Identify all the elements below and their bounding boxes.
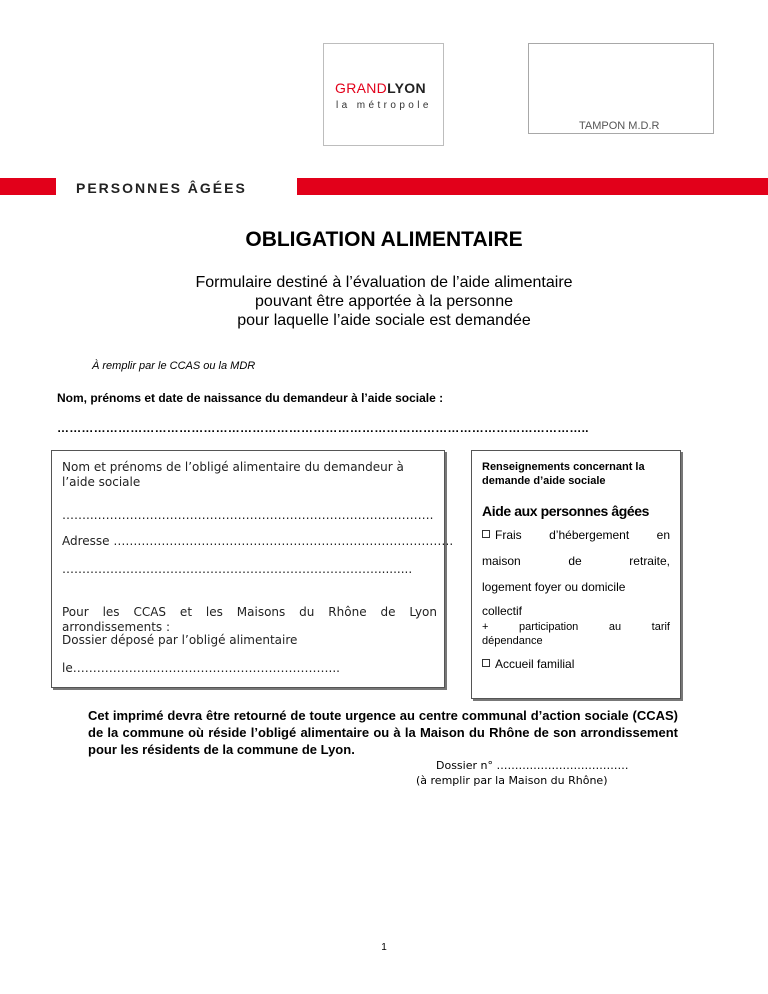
dossier-number-field[interactable]: Dossier n° ……………………………… bbox=[436, 759, 629, 772]
logo-tagline: la métropole bbox=[336, 100, 432, 111]
obliged-field[interactable]: ……..…………………………………………………………………………. bbox=[62, 508, 434, 522]
option-hebergement-line: logement foyer ou domicile bbox=[482, 580, 626, 594]
logo-wordmark: GRANDLYON bbox=[335, 80, 426, 96]
address-row bbox=[62, 534, 453, 548]
option-participation: + participation au tarif bbox=[482, 621, 670, 633]
section-title: PERSONNES ÂGÉES bbox=[76, 180, 247, 196]
page-number: 1 bbox=[381, 942, 387, 953]
obliged-info-box bbox=[51, 450, 454, 688]
checkbox-icon[interactable] bbox=[482, 530, 490, 538]
aide-title: Aide aux personnes âgées bbox=[482, 503, 650, 519]
option-hebergement-line: maison de retraite, bbox=[482, 554, 670, 568]
document-title: OBLIGATION ALIMENTAIRE bbox=[245, 228, 523, 251]
applicant-label: Nom, prénoms et date de naissance du demandeur à l’aide sociale : bbox=[57, 391, 444, 405]
address-field[interactable]: …………………………………………………………………………. bbox=[113, 534, 454, 548]
return-instructions: Cet imprimé devra être retourné de toute urgence au centre communal d’action sociale (CCAS) de la commune où réside l’obligé alimentaire ou à la Maison du Rhône de son arrondissement pour les résidents de la commune de Lyon. bbox=[88, 708, 678, 757]
ccas-note: Pour les CCAS et les Maisons du Rhône de Lyon arrondissements : bbox=[62, 605, 437, 634]
option-hebergement-line: collectif bbox=[482, 604, 523, 618]
option-accueil-familial[interactable]: Accueil familial bbox=[482, 657, 574, 671]
option-hebergement[interactable]: Frais d’hébergement en bbox=[482, 528, 670, 542]
fill-instruction: À remplir par le CCAS ou la MDR bbox=[92, 360, 256, 372]
dossier-note: (à remplir par la Maison du Rhône) bbox=[416, 774, 608, 787]
document-subtitle bbox=[0, 273, 768, 330]
obliged-label: Nom et prénoms de l’obligé alimentaire du demandeur à l’aide sociale bbox=[62, 460, 404, 489]
tampon-label: TAMPON M.D.R bbox=[579, 120, 660, 132]
deposit-label: Dossier déposé par l’obligé alimentaire bbox=[62, 633, 298, 647]
subtitle-line: pour laquelle l’aide sociale est demandée bbox=[237, 312, 531, 329]
request-info-box bbox=[471, 450, 681, 699]
request-heading: Renseignements concernant la demande d’aide sociale bbox=[482, 461, 645, 487]
grandlyon-logo bbox=[323, 43, 444, 146]
tampon-box bbox=[528, 43, 714, 134]
deposit-date-field[interactable]: le……………….………………………………………... bbox=[62, 661, 340, 675]
section-bar-right bbox=[297, 178, 768, 195]
address-label: Adresse bbox=[62, 534, 110, 548]
checkbox-icon[interactable] bbox=[482, 659, 490, 667]
subtitle-line: pouvant être apportée à la personne bbox=[255, 293, 513, 310]
address-field-line2[interactable]: …………………………………………………………………….......... bbox=[62, 562, 413, 576]
subtitle-line: Formulaire destiné à l’évaluation de l’aide alimentaire bbox=[195, 274, 573, 291]
section-bar-left bbox=[0, 178, 56, 195]
applicant-field[interactable]: ………………………………………………………………………………………………………………….. bbox=[57, 421, 589, 435]
option-participation-line: dépendance bbox=[482, 635, 543, 647]
